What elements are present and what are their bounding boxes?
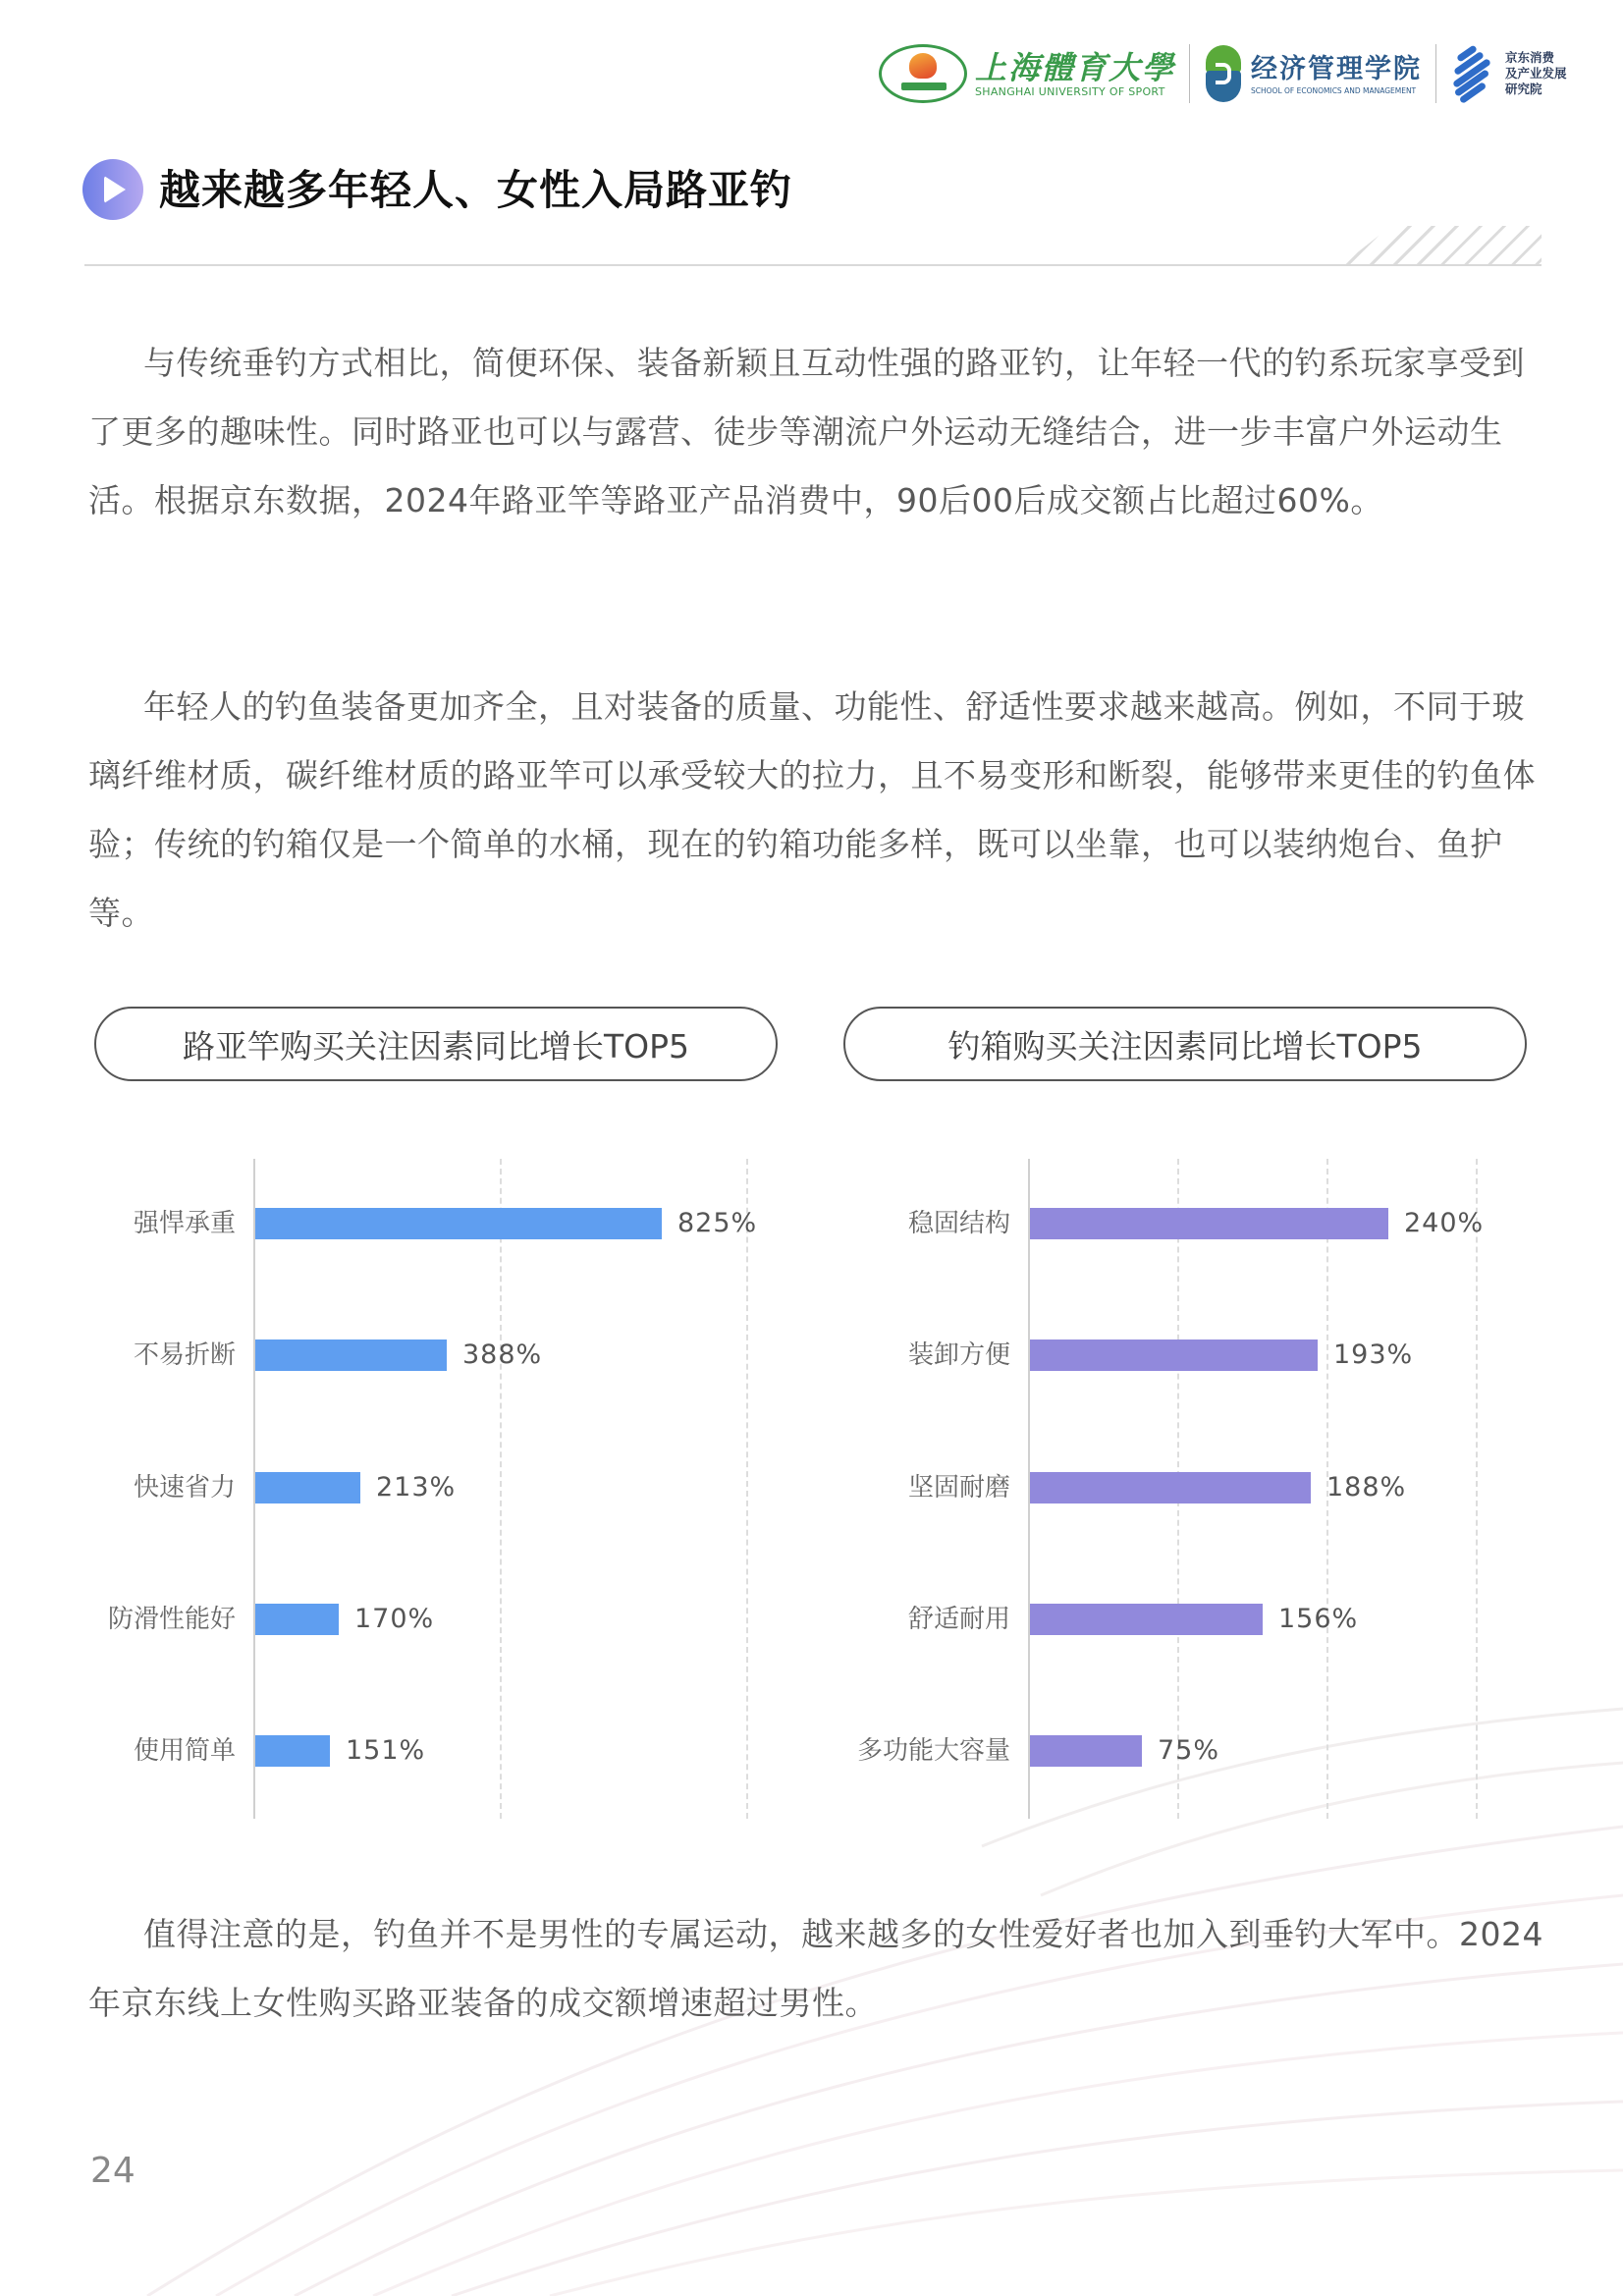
bar bbox=[1030, 1604, 1263, 1635]
logo-en-name: SHANGHAI UNIVERSITY OF SPORT bbox=[975, 84, 1165, 98]
rod-factors-bar-chart bbox=[107, 1159, 764, 1819]
category-label: 多功能大容量 bbox=[856, 1736, 1010, 1766]
bar-row bbox=[907, 1339, 1539, 1371]
bar-row bbox=[133, 1208, 764, 1239]
value-label: 213% bbox=[376, 1472, 457, 1503]
value-label: 388% bbox=[462, 1339, 543, 1370]
logo-cn-name: 经济管理学院 bbox=[1251, 53, 1423, 84]
logo-divider bbox=[1189, 44, 1190, 103]
page-number: 24 bbox=[90, 2151, 135, 2191]
value-label: 825% bbox=[677, 1208, 758, 1238]
section-title: 越来越多年轻人、女性入局路亚钓 bbox=[159, 166, 793, 214]
right-chart-title: 钓箱购买关注因素同比增长TOP5 bbox=[843, 1007, 1527, 1081]
value-label: 151% bbox=[346, 1735, 426, 1766]
tackle-box-factors-bar-chart bbox=[856, 1159, 1539, 1819]
bar-row bbox=[856, 1735, 1539, 1767]
bar-row bbox=[133, 1339, 764, 1371]
bar-row bbox=[907, 1208, 1539, 1239]
shanghai-university-of-sport-logo bbox=[975, 50, 1175, 98]
hatch-decoration bbox=[1341, 226, 1542, 265]
title-divider bbox=[84, 264, 1542, 266]
school-of-economics-logo-icon bbox=[1204, 45, 1243, 102]
category-label: 防滑性能好 bbox=[107, 1605, 236, 1634]
shanghai-university-of-sport-emblem-icon bbox=[879, 44, 967, 103]
jd-institute-stripes-icon bbox=[1450, 44, 1495, 103]
category-label: 装卸方便 bbox=[907, 1340, 1010, 1370]
category-label: 坚固耐磨 bbox=[907, 1473, 1010, 1503]
school-of-economics-logo bbox=[1251, 53, 1422, 95]
bar bbox=[255, 1472, 360, 1503]
category-label: 使用简单 bbox=[133, 1736, 236, 1766]
paragraph-female-anglers: 值得注意的是，钓鱼并不是男性的专属运动，越来越多的女性爱好者也加入到垂钓大军中。2024年京东线上女性购买路亚装备的成交额增速超过男性。 bbox=[88, 1915, 1543, 2022]
play-circle-icon bbox=[82, 159, 143, 220]
jd-institute-logo bbox=[1505, 50, 1567, 97]
bar-row bbox=[107, 1604, 764, 1635]
logo-line: 京东消费 bbox=[1505, 50, 1555, 65]
value-label: 170% bbox=[354, 1604, 435, 1634]
paragraph-intro: 与传统垂钓方式相比，简便环保、装备新颖且互动性强的路亚钓，让年轻一代的钓系玩家享受到了更多的趣味性。同时路亚也可以与露营、徒步等潮流户外运动无缝结合，进一步丰富户外运动生活。根据京东数据，2024年路亚竿等路亚产品消费中，90后00后成交额占比超过60%。 bbox=[88, 344, 1525, 519]
bar bbox=[1030, 1339, 1318, 1371]
bar bbox=[255, 1339, 447, 1371]
value-label: 188% bbox=[1326, 1472, 1407, 1503]
value-label: 193% bbox=[1333, 1339, 1414, 1370]
logo-line: 研究院 bbox=[1505, 82, 1542, 96]
logo-divider bbox=[1435, 44, 1436, 103]
logo-line: 及产业发展 bbox=[1505, 66, 1567, 81]
bar bbox=[1030, 1208, 1388, 1239]
value-label: 240% bbox=[1404, 1208, 1485, 1238]
value-label: 156% bbox=[1278, 1604, 1359, 1634]
bar-row bbox=[133, 1735, 764, 1767]
left-chart-title: 路亚竿购买关注因素同比增长TOP5 bbox=[94, 1007, 778, 1081]
bar-row bbox=[907, 1472, 1539, 1503]
paragraph-equipment: 年轻人的钓鱼装备更加齐全，且对装备的质量、功能性、舒适性要求越来越高。例如，不同于玻璃纤维材质，碳纤维材质的路亚竿可以承受较大的拉力，且不易变形和断裂，能够带来更佳的钓鱼体验；传统的钓箱仅是一个简单的水桶，现在的钓箱功能多样，既可以坐靠，也可以装纳炮台、鱼护等。 bbox=[88, 687, 1536, 932]
logo-en-name: SCHOOL OF ECONOMICS AND MANAGEMENT bbox=[1251, 85, 1417, 95]
bar-row bbox=[133, 1472, 764, 1503]
bar bbox=[1030, 1472, 1311, 1503]
logo-cn-name: 上海體育大學 bbox=[975, 48, 1176, 86]
bar bbox=[255, 1735, 330, 1767]
bar bbox=[1030, 1735, 1142, 1767]
category-label: 不易折断 bbox=[133, 1340, 236, 1370]
bar bbox=[255, 1604, 339, 1635]
header-logos bbox=[879, 39, 1567, 108]
bar bbox=[255, 1208, 662, 1239]
category-label: 快速省力 bbox=[133, 1473, 236, 1503]
category-label: 稳固结构 bbox=[907, 1209, 1010, 1238]
category-label: 舒适耐用 bbox=[907, 1605, 1010, 1634]
category-label: 强悍承重 bbox=[133, 1209, 236, 1238]
value-label: 75% bbox=[1158, 1735, 1220, 1766]
bar-row bbox=[907, 1604, 1539, 1635]
